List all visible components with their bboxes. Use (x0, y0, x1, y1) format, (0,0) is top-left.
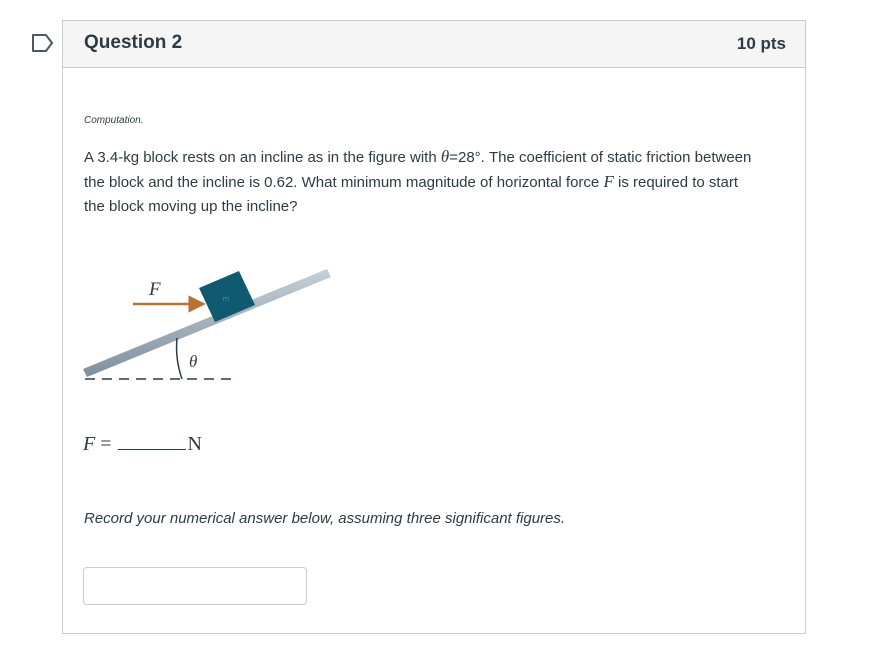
question-text-part2: =28°. The coefficient of static friction between the block and the incline is 0.62. What minimum magnitude of horizontal force (84, 149, 752, 191)
question-text-part1: A 3.4-kg block rests on an incline as in the figure with (84, 149, 441, 166)
answer-expression (83, 431, 202, 459)
question-subtitle: Computation. (84, 115, 144, 126)
angle-arc (177, 338, 182, 379)
angle-label: θ (189, 352, 198, 371)
question-card (62, 20, 806, 634)
answer-variable: F (83, 433, 96, 455)
block-label: m (222, 295, 230, 303)
answer-instruction: Record your numerical answer below, assuming three significant figures. (84, 510, 566, 527)
flag-question-icon[interactable] (31, 33, 55, 53)
answer-blank (118, 431, 186, 450)
incline-figure (81, 261, 341, 391)
question-text-part3: is required to start the block moving up the incline? (84, 174, 739, 215)
force-label: F (149, 279, 161, 300)
question-header (63, 21, 805, 68)
answer-unit: N (187, 433, 202, 455)
question-points: 10 pts (736, 34, 786, 53)
answer-equals: = (100, 433, 112, 455)
answer-input[interactable] (83, 567, 307, 605)
theta-symbol: θ (440, 147, 450, 166)
force-symbol: F (603, 172, 614, 191)
question-text (84, 145, 752, 219)
question-title: Question 2 (84, 32, 183, 53)
